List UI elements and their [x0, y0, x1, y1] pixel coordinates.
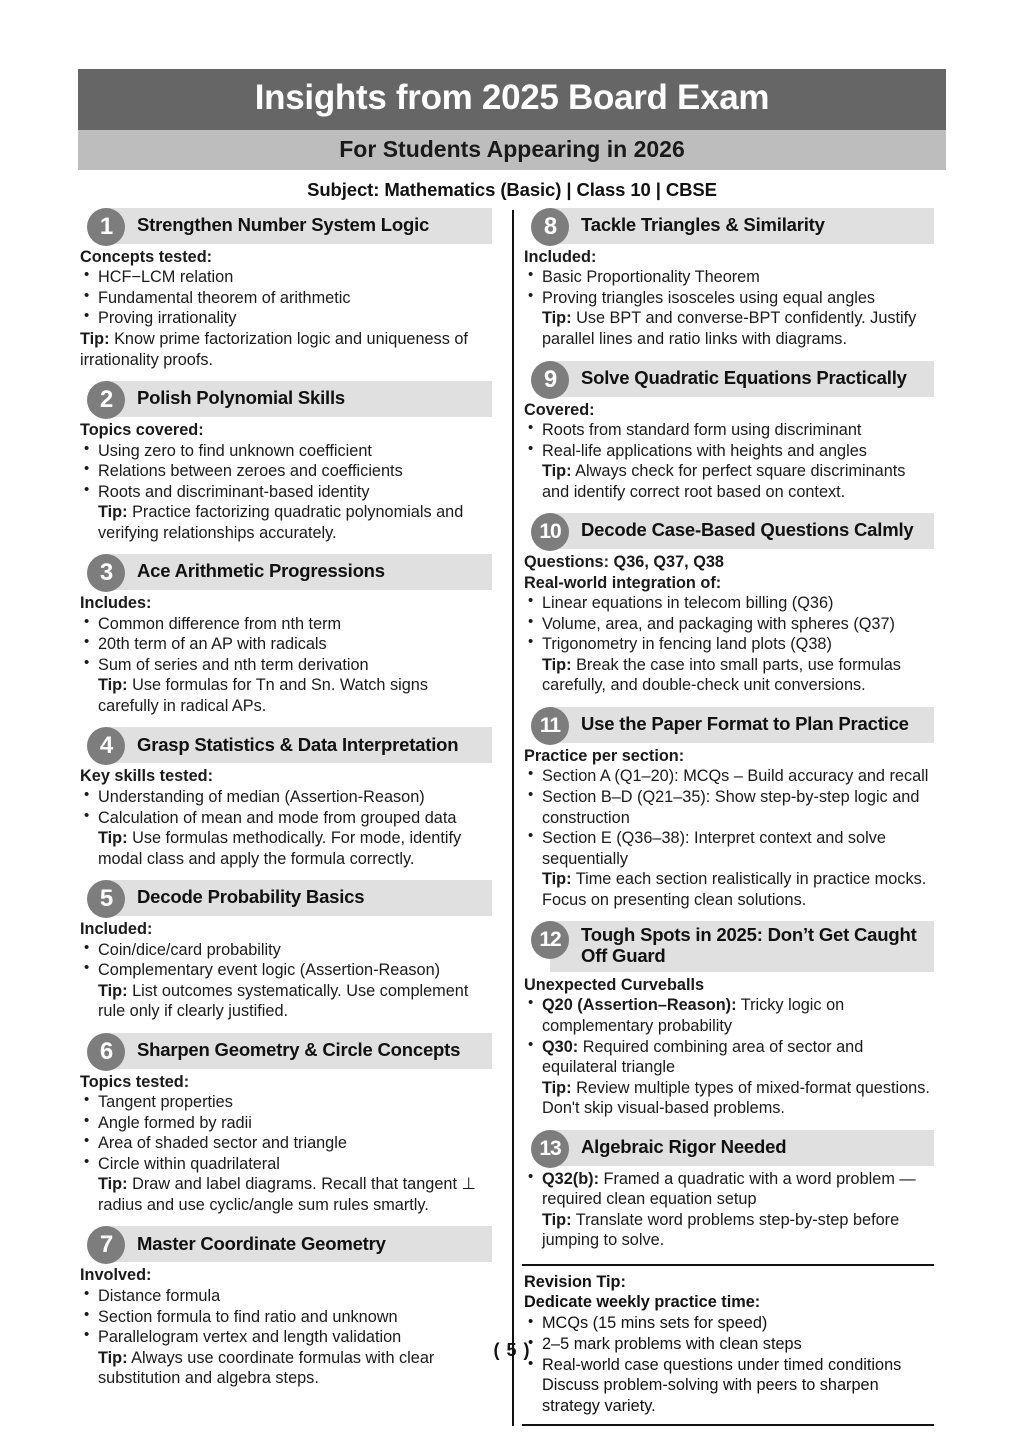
bullet-item: • HCF−LCM relation [80, 267, 490, 288]
left-column [78, 208, 506, 1400]
section-card [78, 1033, 492, 1216]
section-header [78, 1033, 492, 1069]
section-body [78, 916, 492, 1022]
section-title-bar [550, 1130, 934, 1166]
bullet-item: • Real-life applications with heights and angles [524, 441, 932, 462]
tip-label: Tip: [542, 655, 572, 674]
section-title: Algebraic Rigor Needed [581, 1135, 787, 1157]
section-body [522, 972, 934, 1119]
section-title-bar [106, 381, 492, 417]
section-label: Involved: [80, 1266, 152, 1285]
section-tip [524, 869, 932, 910]
tip-label: Tip: [542, 462, 572, 481]
section-tip [80, 502, 490, 543]
tip-label: Tip: [542, 1078, 572, 1097]
tip-label: Tip: [80, 330, 110, 349]
bullet-list [524, 593, 932, 655]
bullet-item: • Angle formed by radii [80, 1113, 490, 1134]
section-header [522, 361, 934, 397]
section-number-badge: 9 [531, 361, 569, 399]
tip-label: Tip: [98, 1348, 128, 1367]
section-number-badge: 2 [87, 381, 125, 419]
section-title-bar [106, 880, 492, 916]
tip-text: Know prime factorization logic and uniqueness of irrationality proofs. [80, 330, 468, 369]
section-card [522, 513, 934, 696]
section-header [78, 381, 492, 417]
bullet-item: • Calculation of mean and mode from grouped data [80, 808, 490, 829]
section-tip [80, 1174, 490, 1215]
revision-subheading: Dedicate weekly practice time: [524, 1293, 761, 1312]
section-title-bar [106, 727, 492, 763]
bullet-text: Required combining area of sector and equilateral triangle [542, 1037, 864, 1077]
bullet-list [524, 420, 932, 461]
section-title: Sharpen Geometry & Circle Concepts [137, 1038, 461, 1060]
document-page [78, 0, 946, 1440]
tip-label: Tip: [98, 676, 128, 695]
section-body [522, 397, 934, 503]
section-header [522, 1130, 934, 1166]
section-body [78, 1069, 492, 1216]
bullet-item [524, 1169, 932, 1210]
section-title: Master Coordinate Geometry [137, 1232, 386, 1254]
section-header [522, 707, 934, 743]
section-card [522, 921, 934, 1119]
section-card [78, 880, 492, 1022]
tip-text: Draw and label diagrams. Recall that tangent ⊥ radius and use cyclic/angle sum rules smartly. [98, 1175, 476, 1214]
section-number-badge: 3 [87, 554, 125, 592]
section-card [78, 208, 492, 370]
section-body [78, 244, 492, 370]
section-tip [524, 308, 932, 349]
bullet-item: • Linear equations in telecom billing (Q36) [524, 593, 932, 614]
bullet-text: Framed a quadratic with a word problem — required clean equation setup [542, 1169, 916, 1209]
section-title: Tackle Triangles & Similarity [581, 213, 825, 235]
bullet-list [80, 787, 490, 828]
section-body [78, 417, 492, 543]
section-title-bar [106, 208, 492, 244]
section-tip [80, 828, 490, 869]
tip-text: Always check for perfect square discriminants and identify correct root based on context. [542, 462, 906, 501]
two-column-body [78, 208, 946, 1426]
tip-text: Always use coordinate formulas with clear substitution and algebra steps. [98, 1348, 435, 1388]
tip-label: Tip: [542, 870, 572, 889]
section-card [522, 1130, 934, 1251]
section-header [78, 208, 492, 244]
revision-tail-text: Discuss problem-solving with peers to sharpen strategy variety. [542, 1376, 879, 1415]
bullet-item: • Circle within quadrilateral [80, 1154, 490, 1175]
tip-text: Practice factorizing quadratic polynomials and verifying relationships accurately. [98, 503, 464, 542]
section-label: Includes: [80, 594, 152, 613]
tip-label: Tip: [98, 503, 128, 522]
section-header [522, 208, 934, 244]
section-card [78, 1226, 492, 1388]
section-card [78, 727, 492, 869]
section-title-bar [550, 921, 934, 972]
section-title: Use the Paper Format to Plan Practice [581, 712, 909, 734]
tip-label: Tip: [98, 1175, 128, 1194]
tip-label: Tip: [98, 981, 128, 1000]
section-title-bar [106, 1033, 492, 1069]
section-body [522, 1166, 934, 1251]
section-tip [524, 1210, 932, 1251]
bullet-item: • MCQs (15 mins sets for speed) [524, 1313, 932, 1334]
section-card [78, 554, 492, 716]
section-header [522, 513, 934, 549]
tip-text: Break the case into small parts, use formulas carefully, and double-check unit conversions. [542, 655, 901, 695]
section-title: Tough Spots in 2025: Don’t Get Caught Off Guard [581, 924, 917, 967]
bullet-item: • Understanding of median (Assertion-Reason) [80, 787, 490, 808]
section-label: Topics tested: [80, 1072, 190, 1091]
section-label: Included: [524, 247, 597, 266]
section-tip [80, 981, 490, 1022]
section-tip [524, 1078, 932, 1119]
tip-text: Use BPT and converse-BPT confidently. Justify parallel lines and ratio links with diagrams. [542, 309, 917, 349]
section-label: Key skills tested: [80, 767, 214, 786]
section-number-badge: 7 [87, 1226, 125, 1264]
page-number: ( 5 ) [493, 1340, 531, 1360]
bullet-item: • Trigonometry in fencing land plots (Q38) [524, 634, 932, 655]
tip-label: Tip: [98, 829, 128, 848]
section-body [522, 743, 934, 910]
section-label: Unexpected Curveballs [524, 975, 705, 994]
tip-text: Use formulas methodically. For mode, identify modal class and apply the formula correctly. [98, 829, 462, 868]
bullet-item: • Roots and discriminant-based identity [80, 482, 490, 503]
section-label: Concepts tested: [80, 247, 213, 266]
bullet-item: • Section A (Q1–20): MCQs – Build accuracy and recall [524, 766, 932, 787]
page-title: Insights from 2025 Board Exam [78, 69, 946, 130]
tip-text: Translate word problems step-by-step before jumping to solve. [542, 1210, 900, 1250]
subject-line: Subject: Mathematics (Basic) | Class 10 | CBSE [307, 178, 717, 200]
section-body [78, 763, 492, 869]
bullet-item: • Complementary event logic (Assertion-Reason) [80, 960, 490, 981]
bullet-item: • Proving triangles isosceles using equal angles [524, 288, 932, 309]
section-header [78, 880, 492, 916]
bullet-emphasis: Q20 (Assertion–Reason): [542, 996, 737, 1015]
bullet-item: • 2–5 mark problems with clean steps [524, 1334, 932, 1355]
section-number-badge: 11 [531, 707, 569, 745]
tip-text: Review multiple types of mixed-format questions. Don't skip visual-based problems. [542, 1078, 930, 1118]
bullet-item: • Distance formula [80, 1286, 490, 1307]
tip-label: Tip: [542, 1210, 572, 1229]
bullet-item [524, 1037, 932, 1078]
bullet-item: • Using zero to find unknown coefficient [80, 441, 490, 462]
section-title-bar [550, 707, 934, 743]
revision-heading: Revision Tip: [524, 1272, 626, 1291]
section-number-badge: 8 [531, 208, 569, 246]
section-number-badge: 12 [531, 921, 569, 959]
section-label: Included: [80, 920, 153, 939]
bullet-list [524, 766, 932, 869]
bullet-item: • Roots from standard form using discriminant [524, 420, 932, 441]
bullet-item: • 20th term of an AP with radicals [80, 634, 490, 655]
section-body [522, 549, 934, 696]
bullet-list [80, 614, 490, 676]
section-tip [80, 329, 490, 370]
section-title-bar [106, 1226, 492, 1262]
section-title: Ace Arithmetic Progressions [137, 560, 385, 582]
section-tip [524, 655, 932, 696]
section-number-badge: 10 [531, 513, 569, 551]
bullet-list [524, 995, 932, 1077]
section-title: Solve Quadratic Equations Practically [581, 366, 907, 388]
section-label: Questions: Q36, Q37, Q38 [524, 553, 724, 572]
section-number-badge: 5 [87, 880, 125, 918]
bullet-item: • Real-world case questions under timed conditions [524, 1355, 932, 1376]
page-subtitle: For Students Appearing in 2026 [78, 130, 946, 170]
section-title-bar [550, 361, 934, 397]
bullet-item: • Area of shaded sector and triangle [80, 1133, 490, 1154]
section-number-badge: 13 [531, 1130, 569, 1168]
section-label: Covered: [524, 400, 595, 419]
section-body [78, 1262, 492, 1388]
bullet-item: • Relations between zeroes and coefficients [80, 461, 490, 482]
bullet-item: • Tangent properties [80, 1092, 490, 1113]
section-header [78, 554, 492, 590]
section-title: Grasp Statistics & Data Interpretation [137, 733, 459, 755]
bullet-item: • Common difference from nth term [80, 614, 490, 635]
tip-text: Time each section realistically in practice mocks. Focus on presenting clean solutions. [542, 870, 927, 909]
section-title-bar [550, 208, 934, 244]
section-header [522, 921, 934, 972]
bullet-text: Tricky logic on complementary probability [542, 996, 845, 1036]
tip-text: List outcomes systematically. Use complement rule only if clearly justified. [98, 981, 469, 1021]
section-number-badge: 1 [87, 208, 125, 246]
bullet-item [524, 995, 932, 1036]
bullet-list [80, 441, 490, 503]
bullet-item: • Section B–D (Q21–35): Show step-by-step logic and construction [524, 787, 932, 828]
bullet-item: • Parallelogram vertex and length validation [80, 1327, 490, 1348]
section-body [522, 244, 934, 350]
bullet-item: • Fundamental theorem of arithmetic [80, 288, 490, 309]
section-header [78, 1226, 492, 1262]
bullet-item: • Section formula to find ratio and unknown [80, 1307, 490, 1328]
bullet-emphasis: Q30: [542, 1037, 579, 1056]
bullet-item: • Sum of series and nth term derivation [80, 655, 490, 676]
right-column [506, 208, 934, 1426]
section-card [522, 208, 934, 350]
bullet-list [80, 940, 490, 981]
section-label-secondary: Real-world integration of: [524, 573, 722, 592]
section-body [78, 590, 492, 716]
bullet-emphasis: Q32(b): [542, 1169, 599, 1188]
section-title: Decode Probability Basics [137, 886, 365, 908]
section-title: Strengthen Number System Logic [137, 213, 430, 235]
bullet-list [524, 1169, 932, 1210]
section-label: Topics covered: [80, 421, 204, 440]
bullet-item: • Section E (Q36–38): Interpret context and solve sequentially [524, 828, 932, 869]
section-card [522, 361, 934, 503]
section-label: Practice per section: [524, 746, 685, 765]
bullet-list [524, 267, 932, 308]
bullet-item: • Coin/dice/card probability [80, 940, 490, 961]
section-title: Decode Case-Based Questions Calmly [581, 519, 914, 541]
bullet-item: • Proving irrationality [80, 308, 490, 329]
bullet-list [80, 267, 490, 329]
section-header [78, 727, 492, 763]
bullet-list [80, 1286, 490, 1348]
section-tip [80, 675, 490, 716]
section-title-bar [106, 554, 492, 590]
section-number-badge: 4 [87, 727, 125, 765]
section-tip [524, 461, 932, 502]
tip-text: Use formulas for Tn and Sn. Watch signs carefully in radical APs. [98, 676, 428, 715]
section-title-bar [550, 513, 934, 549]
section-card [522, 707, 934, 910]
bullet-list [80, 1092, 490, 1174]
column-divider [512, 210, 514, 1426]
bullet-item: • Basic Proportionality Theorem [524, 267, 932, 288]
bullet-item: • Volume, area, and packaging with spheres (Q37) [524, 614, 932, 635]
section-number-badge: 6 [87, 1033, 125, 1071]
section-title: Polish Polynomial Skills [137, 387, 346, 409]
section-card [78, 381, 492, 543]
tip-label: Tip: [542, 309, 572, 328]
